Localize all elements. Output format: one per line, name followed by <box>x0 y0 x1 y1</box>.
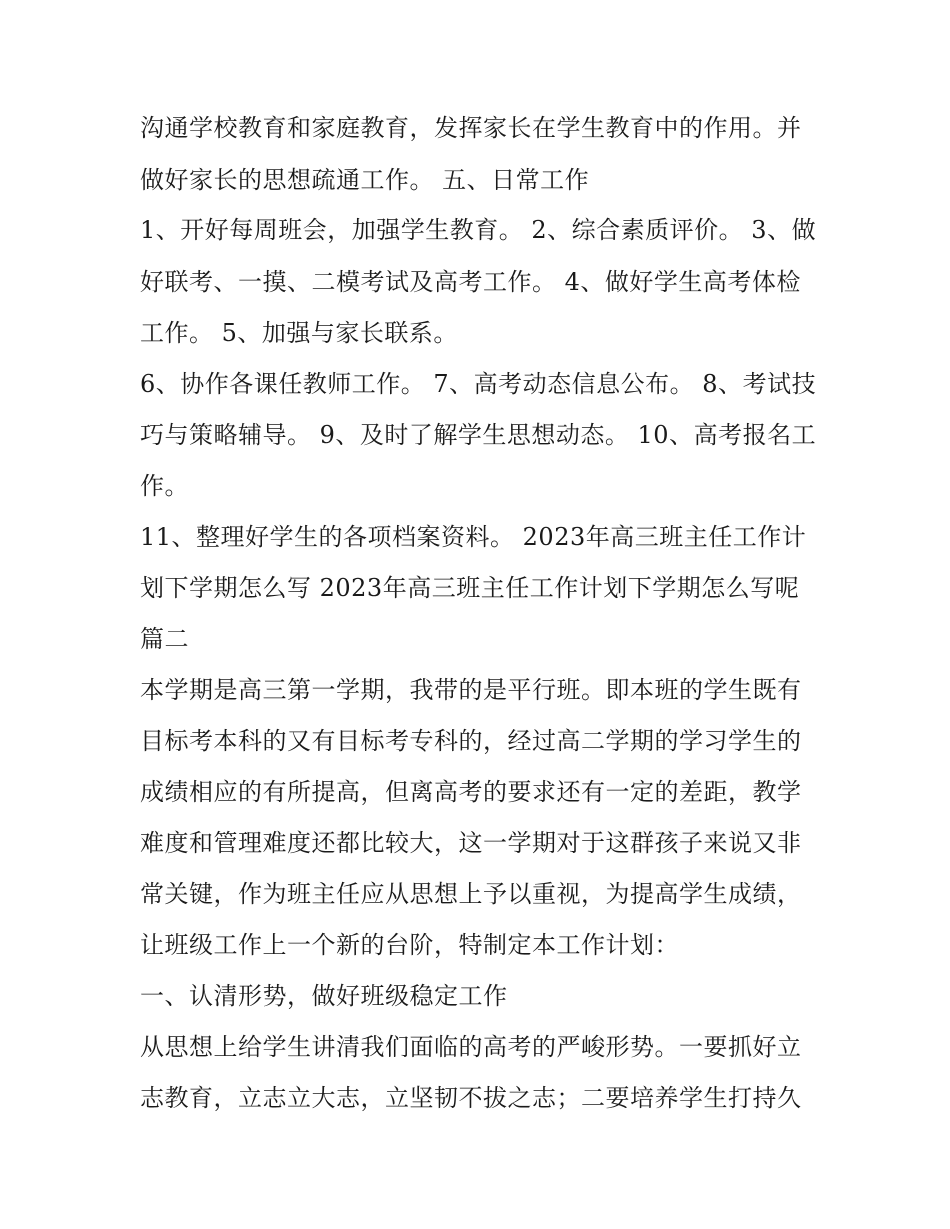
text-line: 从思想上给学生讲清我们面临的高考的严峻形势。一要抓好立 <box>140 1033 802 1061</box>
text-line: 目标考本科的又有目标考专科的，经过高二学期的学习学生的 <box>140 727 802 755</box>
text-line: 让班级工作上一个新的台阶，特制定本工作计划： <box>140 931 679 959</box>
text-line: 沟通学校教育和家庭教育，发挥家长在学生教育中的作用。并 <box>140 114 802 142</box>
text-line: 划下学期怎么写 2023年高三班主任工作计划下学期怎么写呢 <box>140 574 800 602</box>
section-heading: 一、认清形势，做好班级稳定工作 <box>140 982 508 1010</box>
text-line: 成绩相应的有所提高，但离高考的要求还有一定的差距，教学 <box>140 778 802 806</box>
text-line: 作。 <box>140 472 189 500</box>
text-line: 11、整理好学生的各项档案资料。 2023年高三班主任工作计 <box>140 523 807 551</box>
text-line: 工作。 5、加强与家长联系。 <box>140 319 458 347</box>
text-line: 6、协作各课任教师工作。 7、高考动态信息公布。 8、考试技 <box>140 370 817 398</box>
text-line: 篇二 <box>140 625 189 653</box>
text-line: 好联考、一摸、二模考试及高考工作。 4、做好学生高考体检 <box>140 268 801 296</box>
text-line: 1、开好每周班会，加强学生教育。 2、综合素质评价。 3、做 <box>140 216 817 244</box>
text-line: 常关键，作为班主任应从思想上予以重视，为提高学生成绩， <box>140 880 802 908</box>
text-line: 本学期是高三第一学期，我带的是平行班。即本班的学生既有 <box>140 676 802 704</box>
text-line: 难度和管理难度还都比较大，这一学期对于这群孩子来说又非 <box>140 829 802 857</box>
text-line: 巧与策略辅导。 9、及时了解学生思想动态。 10、高考报名工 <box>140 421 817 449</box>
text-line: 做好家长的思想疏通工作。 五、日常工作 <box>140 166 590 194</box>
text-line: 志教育，立志立大志，立坚韧不拔之志；二要培养学生打持久 <box>140 1084 802 1112</box>
